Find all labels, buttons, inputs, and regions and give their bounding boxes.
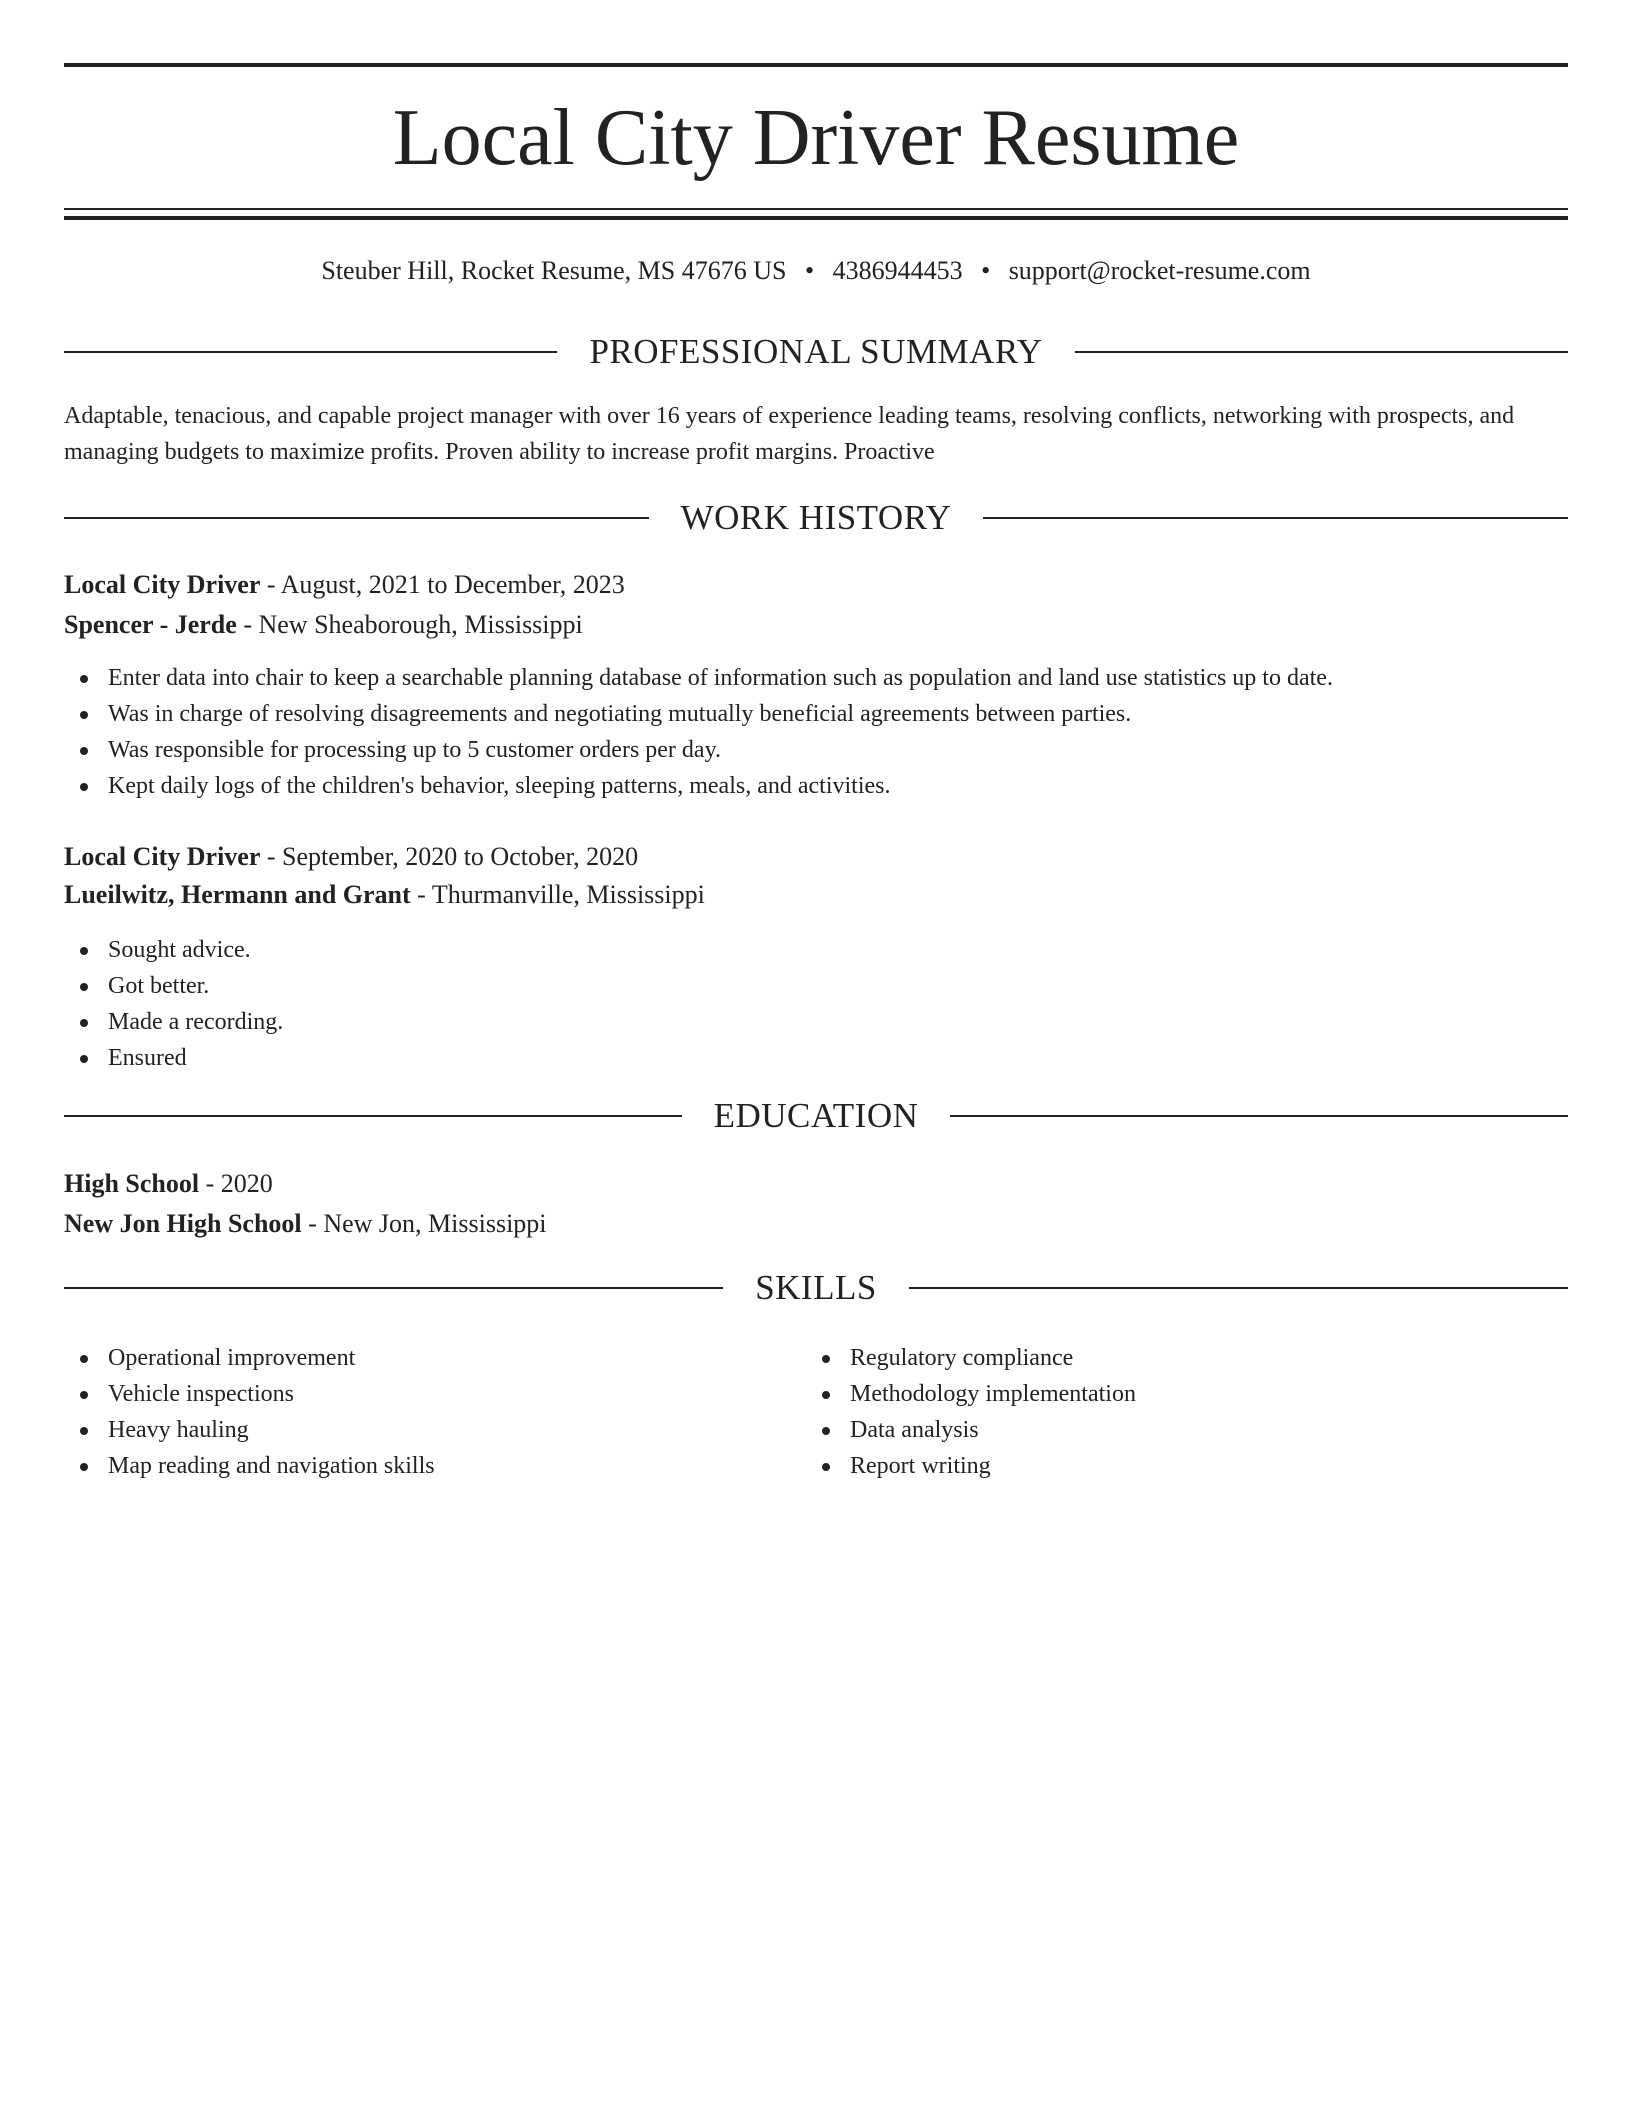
contact-separator: • <box>804 256 815 285</box>
section-title: PROFESSIONAL SUMMARY <box>589 332 1043 371</box>
list-item: Report writing <box>806 1448 1136 1484</box>
section-heading-work-history <box>64 496 1568 540</box>
section-title: WORK HISTORY <box>680 498 952 537</box>
list-item: Was in charge of resolving disagreements and negotiating mutually beneficial agreements between parties. <box>64 696 1333 732</box>
resume-title: Local City Driver Resume <box>392 94 1240 182</box>
skills-list-right <box>806 1340 1136 1484</box>
job-company: Lueilwitz, Hermann and Grant <box>64 880 411 909</box>
education-year: - 2020 <box>199 1169 273 1198</box>
skills-list-left <box>64 1340 435 1484</box>
job-location: - New Sheaborough, Mississippi <box>236 610 583 639</box>
contact-separator: • <box>981 256 991 285</box>
list-item: Methodology implementation <box>806 1376 1136 1412</box>
job-location: - Thurmanville, Mississippi <box>410 880 705 909</box>
heading-rule <box>1075 351 1568 353</box>
title-rule-thick <box>64 216 1568 220</box>
list-item: Heavy hauling <box>64 1412 435 1448</box>
heading-rule <box>983 517 1568 519</box>
title-rule-thin <box>64 208 1568 210</box>
list-item: Vehicle inspections <box>64 1376 435 1412</box>
section-heading-skills <box>64 1266 1568 1310</box>
heading-rule <box>64 517 649 519</box>
list-item: Data analysis <box>806 1412 1136 1448</box>
job-company-line <box>64 877 1568 913</box>
job-dates: - August, 2021 to December, 2023 <box>260 570 625 599</box>
education-school: New Jon High School <box>64 1209 302 1238</box>
list-item: Sought advice. <box>64 932 283 968</box>
section-title: SKILLS <box>755 1268 877 1307</box>
section-heading-education <box>64 1094 1568 1138</box>
job-company-line <box>64 607 1568 643</box>
heading-rule <box>64 1115 682 1117</box>
list-item: Was responsible for processing up to 5 customer orders per day. <box>64 732 1333 768</box>
job-title-line <box>64 567 1568 603</box>
list-item: Got better. <box>64 968 283 1004</box>
list-item: Regulatory compliance <box>806 1340 1136 1376</box>
heading-rule <box>950 1115 1568 1117</box>
list-item: Kept daily logs of the children's behavior, sleeping patterns, meals, and activities. <box>64 768 1333 804</box>
job-company: Spencer - Jerde <box>64 610 237 639</box>
list-item: Enter data into chair to keep a searchable planning database of information such as population and land use statistics up to date. <box>64 660 1333 696</box>
summary-text: Adaptable, tenacious, and capable project manager with over 16 years of experience leading teams, resolving conflicts, networking with prospects, and managing budgets to maximize profits. Proven ability to increase profit margins. Proactive <box>64 403 1515 465</box>
list-item: Operational improvement <box>64 1340 435 1376</box>
top-rule <box>64 63 1568 67</box>
contact-address: Steuber Hill, Rocket Resume, MS 47676 US <box>321 256 787 285</box>
job-duties-list <box>64 660 1333 804</box>
list-item: Made a recording. <box>64 1004 283 1040</box>
job-title-line <box>64 839 1568 875</box>
contact-line <box>64 254 1568 288</box>
list-item: Ensured <box>64 1040 283 1076</box>
section-heading-summary <box>64 330 1568 374</box>
contact-email: support@rocket-resume.com <box>1008 256 1311 285</box>
heading-rule <box>64 1287 723 1289</box>
heading-rule <box>64 351 557 353</box>
job-duties-list <box>64 932 283 1076</box>
section-title: EDUCATION <box>713 1096 919 1135</box>
list-item: Map reading and navigation skills <box>64 1448 435 1484</box>
heading-rule <box>909 1287 1568 1289</box>
education-degree: High School <box>64 1169 200 1198</box>
job-dates: - September, 2020 to October, 2020 <box>260 842 639 871</box>
job-title: Local City Driver <box>64 570 261 599</box>
education-school-line <box>64 1206 1568 1242</box>
education-location: - New Jon, Mississippi <box>301 1209 547 1238</box>
education-degree-line <box>64 1166 1568 1202</box>
job-title: Local City Driver <box>64 842 261 871</box>
contact-phone: 4386944453 <box>832 256 963 285</box>
